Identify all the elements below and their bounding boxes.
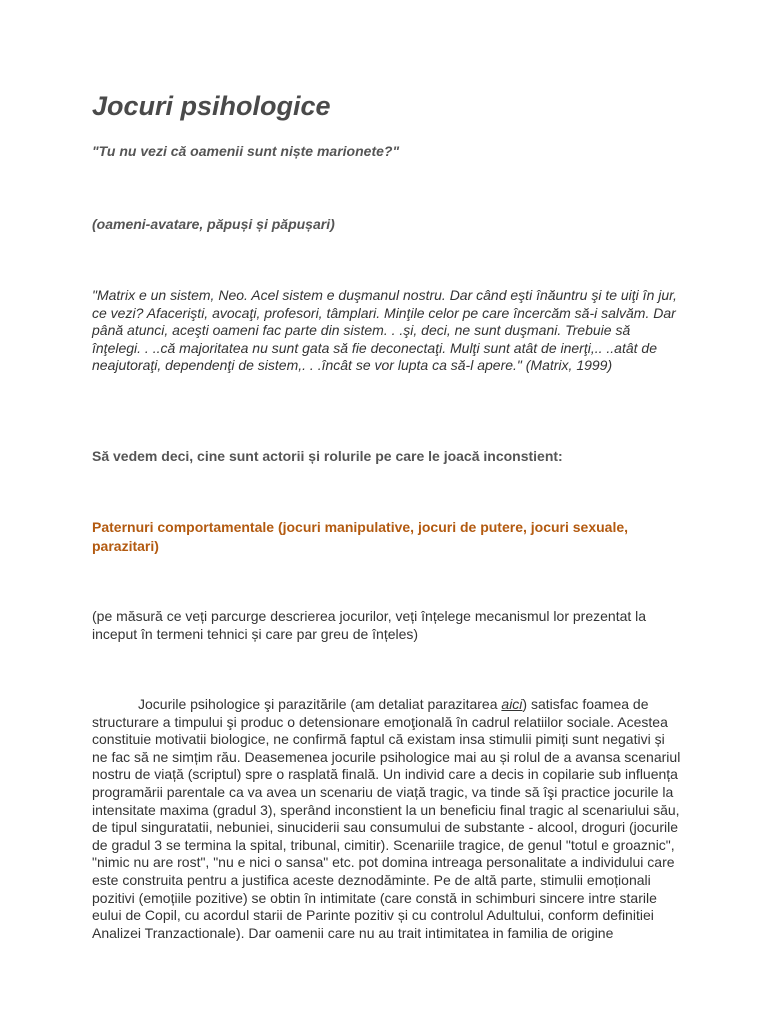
body-paragraph: [92, 696, 682, 942]
reading-note-text: (pe măsură ce veți parcurge descrierea jocurilor, veți înțelege mecanismul lor prezentat la inceput în termeni tehnici și care par greu de înțeles): [92, 608, 647, 642]
matrix-quote: [92, 287, 682, 375]
document-subtitle: (oameni-avatare, păpuși și păpușari): [92, 216, 335, 232]
matrix-quote-text: "Matrix e un sistem, Neo. Acel sistem e duşmanul nostru. Dar când eşti înăuntru şi te uiţi în jur, ce vezi? Afacerişti, avocaţi, profesori, tâmplari. Minţile celor pe care încercăm să-i salvăm. Dar până atunci, aceşti oameni fac parte din sistem. . .şi, deci, ne sunt duşmani. Trebuie să înţelegi. . ..că majoritatea nu sunt gata să fie deconectaţi. Mulţi sunt atât de inerţi,.. ..atât de neajutoraţi, dependenţi de sistem,. . .încât se vor lupta ca să-l apere." (Matrix, 1999): [92, 287, 677, 373]
document-page: [92, 88, 682, 941]
actors-heading: Să vedem deci, cine sunt actorii și rolurile pe care le joacă inconstient:: [92, 448, 563, 464]
parazitare-link[interactable]: aici: [501, 696, 523, 712]
quote-heading: "Tu nu vezi că oamenii sunt niște marionete?": [92, 143, 400, 159]
reading-note: [92, 608, 652, 643]
document-title: Jocuri psihologice: [92, 91, 331, 121]
body-paragraph-text: [92, 696, 682, 942]
body-text-after-link: ) satisfac foamea de structurare a timpului şi produc o detensionare emoţională în cadrul relatiilor sociale. Acestea constituie motivatii biologice, ne confirmă faptul că existam insa stimulii pimiți sunt negativi și ne fac să ne simțim rău. Deasemenea jocurile psihologice mai au și rolul de a avansa scenariul nostru de viață (scriptul) spre o rasplată finală. Un individ care a decis in copilarie sub influența programării parentale ca va avea un scenariu de viață tragic, va tinde să îşi practice jocurile la intensitate maxima (gradul 3), sperând inconstient la un beneficiu final tragic al scenariului său, de tipul singuratatii, nebuniei, sinuciderii sau consumului de substante - alcool, droguri (jocurile de gradul 3 se termina la spital, tribunal, cimitir). Scenariile tragice, de genul "totul e groaznic", "nimic nu are rost", "nu e nici o sansa" etc. pot domina intreaga personalitate a individului care este construita pentru a justifica aceste deznodăminte. Pe de altă parte, stimulii emoționali pozitivi (emoțiile pozitive) se obtin în intimitate (care constă in schimburi sincere intre starile eului de Copil, cu acordul starii de Parinte pozitiv și cu controlul Adultului, conform definitiei Analizei Tranzactionale). Dar oamenii care nu au trait intimitatea in familia de origine: [92, 696, 681, 941]
patterns-heading-text: Paternuri comportamentale (jocuri manipulative, jocuri de putere, jocuri sexuale, parazitari): [92, 519, 629, 554]
body-text-before-link: Jocurile psihologice şi parazitările (am detaliat parazitarea: [138, 696, 502, 712]
patterns-heading: [92, 518, 652, 556]
